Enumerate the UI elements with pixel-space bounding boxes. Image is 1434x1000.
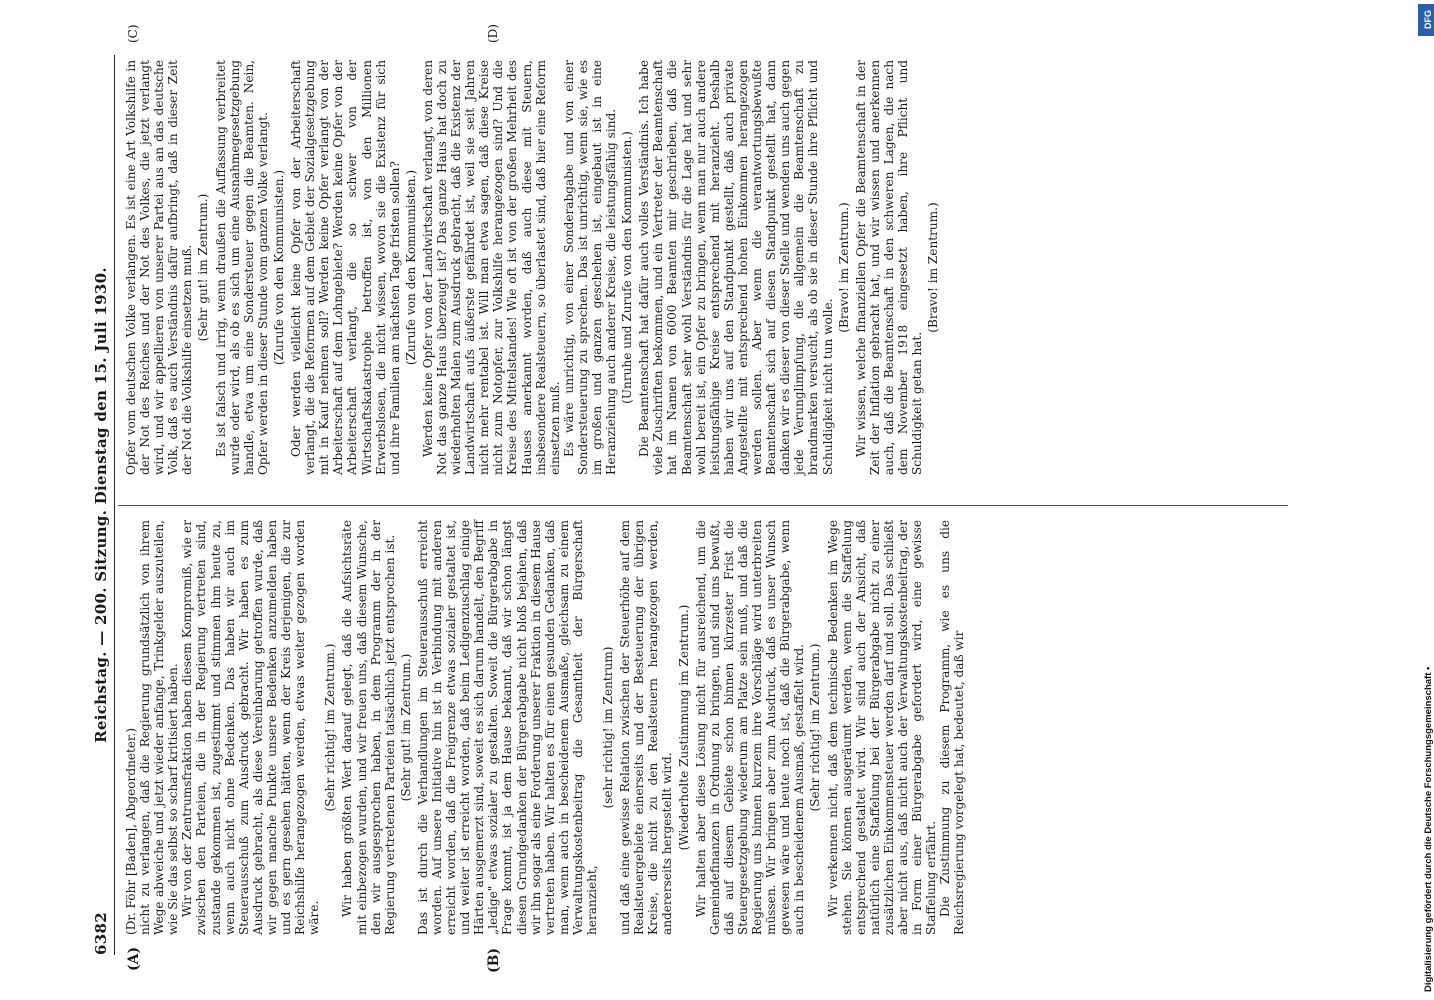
paragraph: Wir haben größten Wert darauf gelegt, daß die Aufsichtsräte mit einbezogen wurden, und wir freuen uns, daß diesem Wunsche, den wir ausgesprochen haben, in dem Programm der in der Regierung vertretenen Parteien tatsächlich jetzt entsprochen ist. bbox=[340, 520, 397, 935]
interjection: (Bravo! im Zentrum.) bbox=[926, 202, 941, 333]
header-rule bbox=[114, 55, 115, 955]
paragraph: Wir halten aber diese Lösung nicht für ausreichend, um die Gemeindefinanzen in Ordnung zu bringen, und sind uns bewußt, daß auf diesem Gebiete schon binnen kürzester Frist die Steuergesetzgebung wiederum am Platze sein muß, und daß die Regierung uns binnen kurzem ihre Vorschläge wird unterbreiten müssen. Wir bringen aber zum Ausdruck, daß es unser Wunsch gewesen wäre und heute noch ist, daß die Bürgerabgabe, wenn auch in bescheidenem Ausmaß, gestaffelt wird. bbox=[693, 520, 807, 935]
paragraph: Werden keine Opfer von der Landwirtschaft verlangt, von deren Not das ganze Haus überzeugt ist? Das ganze Haus hat doch zu wiederholten Malen zum Ausdruck gebracht, daß die Existenz der Landwirtschaft aufs äußerste gefährdet ist, weil sie seit Jahren nicht mehr rentabel ist. Will man etwa sagen, daß diese Kreise nicht zum Notopfer, zur Volkshilfe herangezogen sind? Und die Kreise des Mittelstandes! Wie oft ist von der großen Mehrheit des Hauses anerkannt worden, daß auch diese mit Steuern, insbesondere Realsteuern, so überlastet sind, daß hier eine Reform einsetzen muß. bbox=[420, 60, 562, 475]
paragraph: Es ist falsch und irrig, wenn draußen die Auffassung verbreitet wurde oder wird, als ob es sich um eine Ausnahmegesetzgebung handle, etwa um eine Sondersteuer gegen die Beamten. Nein, Opfer werden in dieser Stunde vom ganzen Volke verlangt. bbox=[213, 60, 270, 475]
paragraph: nicht zu verlangen, daß die Regierung grundsätzlich von ihrem Wege abweiche und jetzt wieder anfange, Trinkgelder auszuteilen, wie Sie das selbst so scharf kritisiert haben. bbox=[138, 520, 181, 935]
paragraph: Die Zustimmung zu diesem Programm, wie es uns die Reichsregierung vorgelegt hat, bedeutet, daß wir bbox=[938, 520, 967, 935]
paragraph: Das ist durch die Verhandlungen im Steuerausschuß erreicht worden. Auf unsere Initiative hin ist in Verbindung mit anderen erreicht worden, daß die Freigrenze etwas sozialer gestaltet ist, und weiter ist erreicht worden, daß beim Ledigenzuschlag einige Härten ausgemerzt sind, soweit es sich darum handelt, den Begriff „ledige" etwas sozialer zu gestalten. Soweit die Bürgerabgabe in Frage kommt, ist ja dem Hause bekannt, daß wir schon längst diesen Grundgedanken der Bürgerabgabe nicht bloß bejahen, daß wir ihn sogar als eine Forderung unserer Fraktion in diesem Hause vertreten haben. Wir halten es für einen gesunden Gedanken, daß man, wenn auch in bescheidenem Ausmaße, gleichsam zu einem Verwaltungskostenbeitrag die Gesamtheit der Bürgerschaft heranzieht, bbox=[415, 520, 599, 935]
interjection: (Sehr gut! im Zentrum.) bbox=[196, 193, 211, 342]
interjection: (Sehr gut! im Zentrum.) bbox=[398, 653, 413, 802]
interjection: (Zurufe von den Kommunisten.) bbox=[271, 169, 286, 366]
interjection: (Wiederholte Zustimmung im Zentrum.) bbox=[676, 604, 691, 851]
paragraph: Wir wissen, welche finanziellen Opfer die Beamtenschaft in der Zeit der Inflation gebracht hat, und wir wissen und anerkennen auch, daß die Beamtenschaft in den schweren Lagen, die nach dem November 1918 eingesetzt haben, ihre Pflicht und Schuldigkeit getan hat. bbox=[853, 60, 925, 475]
paragraph: Oder werden vielleicht keine Opfer von der Arbeiterschaft verlangt, die die Reformen auf dem Gebiet der Sozialgesetzgebung mit in Kauf nehmen soll? Werden keine Opfer verlangt von der Arbeiterschaft auf dem Lohngebiete? Werden keine Opfer von der Arbeiterschaft verlangt, die so schwer von der Wirtschaftskatastrophe betroffen ist, von den Millionen Erwerbslosen, die nicht wissen, wovon sie die Existenz für sich und ihre Familien am nächsten Tage fristen sollen? bbox=[289, 60, 402, 475]
interjection: (Sehr richtig! im Zentrum.) bbox=[323, 643, 338, 812]
paragraph: Opfer vom deutschen Volke verlangen. Es ist eine Art Volkshilfe in der Not des Reiches und der Not des Volkes, die jetzt verlangt wird, und wir appellieren von unserer Partei aus an das deutsche Volk, daß es auch Verständnis dafür aufbringt, daß in dieser Zeit der Not die Volkshilfe einsetzen muß. bbox=[124, 60, 195, 475]
page-title: Reichstag. — 200. Sitzung. Dienstag den 15. Juli 1930. bbox=[92, 267, 110, 743]
right-column bbox=[124, 60, 943, 475]
rotated-page bbox=[90, 24, 1330, 973]
digitization-credit: Digitalisierung gefördert durch die Deutsche Forschungsgemeinschaft • bbox=[1423, 666, 1434, 992]
interjection: (Bravo! im Zentrum.) bbox=[836, 202, 851, 333]
margin-marker-d: (D) bbox=[486, 24, 500, 43]
paragraph: Es wäre unrichtig, von einer Sonderabgabe und von einer Sondersteuerung zu sprechen. Das ist unrichtig, wenn sie, wie es im großen und ganzen geschehen ist, eingebaut ist in eine Heranziehung auch anderer Kreise, die leistungsfähig sind. bbox=[561, 60, 619, 475]
margin-marker-b: (B) bbox=[486, 947, 502, 973]
paragraph: Die Beamtenschaft hat dafür auch volles Verständnis. Ich habe viele Zuschriften bekommen, und ein Vertreter der Beamtenschaft hat im Namen von 6000 Beamten mir geschrieben, daß die Beamtenschaft sehr wohl Verständnis für die Lage hat und sehr wohl bereit ist, ein Opfer zu bringen, wenn man nur auch andere leistungsfähige Kreise entsprechend mit heranzieht. Deshalb haben wir uns auf den Standpunkt gestellt, daß auch private Angestellte mit entsprechend hohen Einkommen herangezogen werden sollen. Aber wenn die verantwortungsbewußte Beamtenschaft sich auf diesen Standpunkt gestellt hat, dann danken wir es dieser von dieser Stelle und wenden uns auch gegen jede Verunglimpfung, die allgemein die Beamtenschaft zu brandmarken versucht, als ob sie in dieser Stunde ihre Pflicht und Schuldigkeit nicht tun wolle. bbox=[637, 60, 835, 475]
left-column bbox=[124, 520, 966, 935]
page-number: 6382 bbox=[92, 912, 110, 955]
margin-marker-a: (A) bbox=[126, 946, 142, 971]
page-header bbox=[90, 55, 112, 955]
interjection: (Zurufe von den Kommunisten.) bbox=[403, 169, 418, 366]
paragraph: Wir verkennen nicht, daß dem technische Bedenken im Wege stehen. Sie können ausgeräumt werden, wenn die Staffelung entsprechend gestaltet wird. Wir sind auch der Ansicht, daß natürlich eine Staffelung bei der Bürgerabgabe nicht zu einer zusätzlichen Einkommensteuer werden darf und soll. Das schließt aber nicht aus, daß nicht auch der Verwaltungskostenbeitrag, der in Form einer Bürgerabgabe gefordert wird, eine gewisse Staffelung erfährt. bbox=[825, 520, 939, 935]
column-divider bbox=[118, 505, 1288, 506]
paragraph: Wir von der Zentrumsfraktion haben diesem Kompromiß, wie er zwischen den Parteien, die in der Regierung vertreten sind, zustande gekommen ist, zugestimmt und stimmen ihm heute zu, wenn auch nicht ohne Bedenken. Das haben wir auch im Steuerausschuß zum Ausdruck gebracht. Wir haben es zum Ausdruck gebracht, als diese Vereinbarung getroffen wurde, daß wir gegen manche Punkte unsere Bedenken anzumelden haben und es gern gesehen hätten, wenn der Kreis derjenigen, die zur Reichshilfe herangezogen werden, etwas weiter gezogen worden wäre. bbox=[180, 520, 322, 935]
margin-marker-c: (C) bbox=[126, 24, 140, 43]
interjection: (sehr richtig! im Zentrum) bbox=[601, 646, 616, 809]
interjection: (Unruhe und Zurufe von den Kommunisten.) bbox=[620, 131, 635, 404]
paragraph: und daß eine gewisse Relation zwischen der Steuerhöhe auf dem Realsteuergebiete einerseits und der Besteuerung der übrigen Kreise, die nicht zu den Realsteuern herangezogen werden, andererseits hergestellt wird. bbox=[618, 520, 675, 935]
paragraph: (Dr. Föhr [Baden], Abgeordneter.) bbox=[124, 727, 138, 935]
dfg-logo: DFG bbox=[1418, 4, 1434, 36]
digitization-sidebar bbox=[1416, 4, 1434, 994]
interjection: (Sehr richtig! im Zentrum.) bbox=[808, 643, 823, 812]
